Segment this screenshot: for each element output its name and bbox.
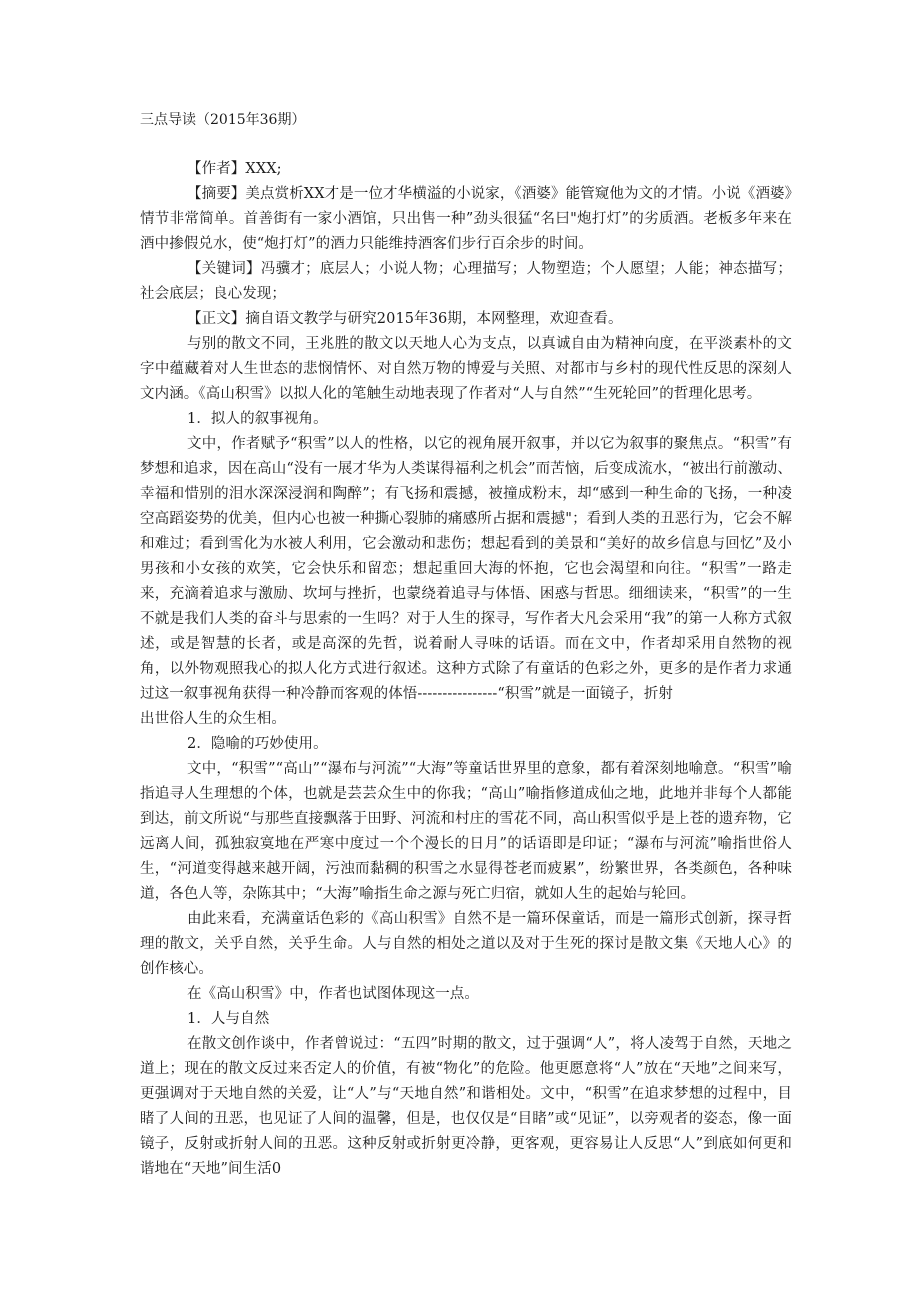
abstract-text: 美点赏析XX才是一位才华横溢的小说家，《酒婆》能管窥他为文的才情。小说《酒婆》情节非常简单。首善街有一家小酒馆，只出售一种”劲头很猛“名曰"炮打灯”的劣质酒。老板多年来在酒中掺假兑水，使“炮打灯”的酒力只能维持酒客们步行百余步的时间。 [140, 186, 792, 252]
paragraph-metaphor: 文中，“积雪”“高山”“瀑布与河流”“大海”等童话世界里的意象，都有着深刻地喻意。“积雪”喻指追寻人生理想的个体，也就是芸芸众生中的你我；“高山”喻指修道成仙之地，此地并非每个人都能到达，前文所说“与那些直接飘落于田野、河流和村庄的雪花不同，高山积雪似乎是上苍的遗弃物，它远离人间，孤独寂寞地在严寒中度过一个个漫长的日月”的话语即是印证；“瀑布与河流”喻指世俗人生，“河道变得越来越开阔，污浊而黏稠的积雪之水显得苍老而疲累”，纷繁世界，各类颜色，各种味道，各色人等，杂陈其中；“大海”喻指生命之源与死亡归宿，就如人生的起始与轮回。 [140, 761, 792, 902]
body-label: 【正文】 [187, 311, 246, 327]
paragraph-text: 文中，作者赋予“积雪”以人的性格，以它的视角展开叙事，并以它为叙事的聚焦点。“积雪”有梦想和追求，因在高山“没有一展才华为人类谋得福利之机会”而苦恼，后变成流水，“被出行前激动、幸福和惜别的泪水深深浸润和陶醉”；有飞扬和震撼，被撞成粉末，却“感到一种生命的飞扬，一种凌空高蹈姿势的优美，但内心也被一种撕心裂肺的痛感所占据和震撼"；看到人类的丑恶行为，它会不解和难过；看到雪化为水被人利用，它会激动和悲伤；想起看到的美景和“美好的故乡信息与回忆”及小男孩和小女孩的欢笑，它会快乐和留恋；想起重回大海的怀抱，它也会渴望和向往。“积雪”一路走来，充滴着追求与激励、坎坷与挫折，也蒙绕着追寻与体悟、困惑与哲思。细细读来，“积雪”的一生不就是我们人类的奋斗与思索的一生吗？对于人生的探寻，写作者大凡会采用“我”的第一人称方式叙述，或是智慧的长者，或是高深的先哲，说着耐人寻味的话语。而在文中，作者却采用自然物的视角，以外物观照我心的拟人化方式进行叙述。这种方式除了有童话的色彩之外，更多的是作者力求通过这一叙事视角获得一种冷静而客观的体悟 [140, 436, 792, 702]
paragraph-transition: 在《高山积雪》中，作者也试图体现这一点。 [187, 986, 479, 1002]
abstract-paragraph [140, 182, 792, 257]
author-value: XXX; [245, 161, 282, 177]
keywords-label: 【关键词】 [187, 261, 261, 277]
paragraph-text-tail: “积雪”就是一面镜子，折射 [497, 686, 674, 702]
keywords-text: 冯骥才；底层人；小说人物；心理描写；人物塑造；个人愿望；人能；神态描写；社会底层；良心发现； [140, 261, 793, 302]
intro-paragraph: 与别的散文不同，王兆胜的散文以天地人心为支点，以真诚自由为精神向度，在平淡素朴的文字中蕴藏着对人生世态的悲悯情怀、对自然万物的博爱与关照、对都市与乡村的现代性反思的深刻人文内涵。《高山积雪》以拟人化的笔触生动地表现了作者对“人与自然”“生死轮回”的哲理化思考。 [140, 336, 792, 402]
section-heading-3: 1．人与自然 [187, 1011, 270, 1027]
paragraph-conclusion: 由此来看，充满童话色彩的《高山积雪》自然不是一篇环保童话，而是一篇形式创新，探寻哲理的散文，关乎自然，关乎生命。人与自然的相处之道以及对于生死的探讨是散文集《天地人心》的创作核心。 [140, 911, 792, 977]
section-heading-1: 1．拟人的叙事视角。 [187, 411, 328, 427]
section-heading-2: 2．隐喻的巧妙使用。 [187, 736, 328, 752]
page-header: 三点导读（2015年36期） [140, 112, 306, 128]
body-source-paragraph [140, 307, 792, 332]
body-source-text: 摘自语文教学与研究2015年36期，本网整理，欢迎查看。 [245, 311, 623, 327]
paragraph-narrative-perspective [140, 432, 792, 707]
abstract-label: 【摘要】 [187, 186, 246, 202]
author-line [140, 157, 792, 182]
article-body [140, 157, 792, 1182]
paragraph-human-nature: 在散文创作谈中，作者曾说过：“五四”时期的散文，过于强调“人”，将人凌驾于自然，天地之道上；现在的散文反过来否定人的价值，有被“物化”的危险。他更愿意将“人”放在“天地”之间来写，更强调对于天地自然的关爱，让“人”与“天地自然”和谐相处。文中，“积雪”在追求梦想的过程中，目睹了人间的丑恶，也见证了人间的温馨，但是，也仅仅是“目睹”或“见证”，以旁观者的姿态，像一面镜子，反射或折射人间的丑恶。这种反射或折射更冷静，更客观，更容易让人反思“人”到底如何更和谐地在“天地”间生活0 [140, 1036, 792, 1177]
dash-line: ---------------- [417, 686, 498, 702]
keywords-paragraph [140, 257, 792, 307]
author-label: 【作者】 [187, 161, 246, 177]
paragraph-continuation: 出世俗人生的众生相。 [140, 711, 286, 727]
